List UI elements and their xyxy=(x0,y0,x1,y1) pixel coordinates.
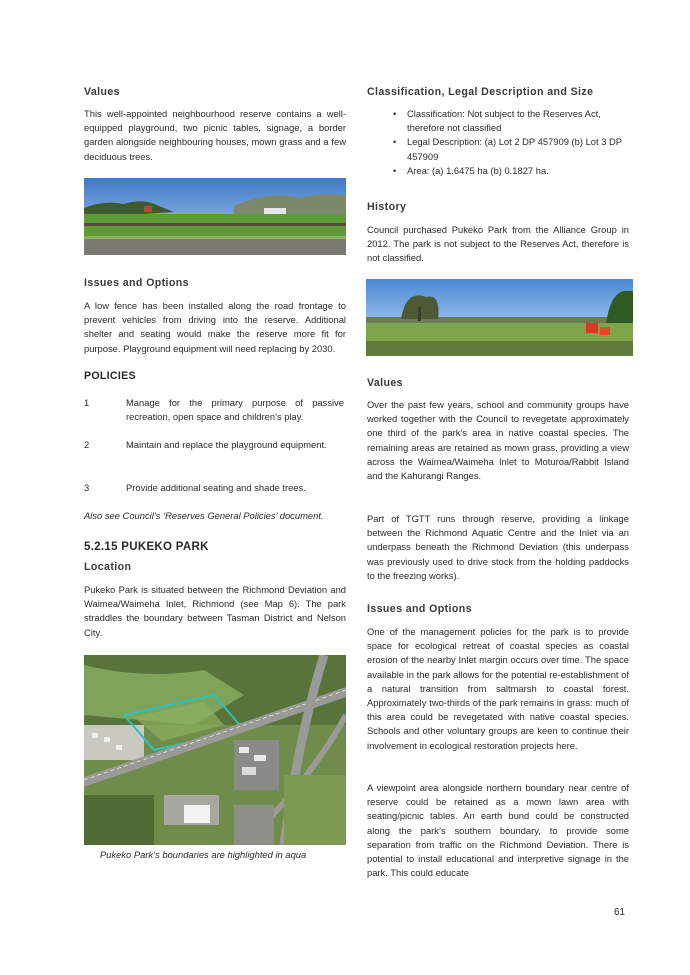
policy-number: 1 xyxy=(84,397,90,408)
issues-text-2: A viewpoint area alongside northern boundary near centre of reserve could be retained as a mown lawn area with seating/picnic tables. An earth bund could be constructed along the park’s southern boundary, to provide some separation from traffic on the Richmond Deviation. There is potential to install educational and interpretive signage in the park. This could educate xyxy=(367,782,629,879)
policy-number: 2 xyxy=(84,439,90,450)
values-text: This well-appointed neighbourhood reserve contains a well-equipped playground, two picnic tables, signage, a border garden alongside neighbouring houses, mown grass and a few deciduous trees. xyxy=(84,108,346,162)
values-heading: Values xyxy=(84,86,120,98)
policy-text: Provide additional seating and shade trees. xyxy=(126,482,306,493)
policy-text: Maintain and replace the playground equipment. xyxy=(126,439,327,450)
policy-item xyxy=(84,481,346,497)
location-heading: Location xyxy=(84,561,132,573)
history-text: Council purchased Pukeko Park from the Alliance Group in 2012. The park is not subject to the Reserves Act, therefore is not classified. xyxy=(367,224,629,264)
history-heading: History xyxy=(367,201,407,213)
pukeko-park-photo xyxy=(366,279,633,356)
issues-heading-left: Issues and Options xyxy=(84,277,189,289)
map-caption: Pukeko Park’s boundaries are highlighted in aqua xyxy=(100,849,307,860)
policy-item xyxy=(84,438,346,468)
values-text-1: Over the past few years, school and community groups have worked together with the Council to revegetate approximately one third of the park’s area in native coastal species. The remaining areas are retained as mown grass, providing a view across the Waimea/Waimeha Inlet to Moturoa/Rabbit Island and the Kahurangi Ranges. xyxy=(367,399,629,482)
classification-list xyxy=(367,107,629,178)
values-text-2: Part of TGTT runs through reserve, providing a linkage between the Richmond Aquatic Centre and the Inlet via an underpass beneath the Richmond Deviation (this underpass was previously used to drive stock from the holding paddocks to the freezing works). xyxy=(367,513,629,581)
neighbourhood-reserve-photo xyxy=(84,178,346,255)
also-see-note: Also see Council’s ‘Reserves General Policies’ document. xyxy=(84,510,324,521)
policy-text: Manage for the primary purpose of passive recreation, open space and children’s play. xyxy=(126,397,344,423)
pukeko-park-aerial-map xyxy=(84,655,346,845)
page-number: 61 xyxy=(614,907,626,918)
list-item: • Area: (a) 1.6475 ha (b) 0.1827 ha. xyxy=(367,164,629,178)
policy-item xyxy=(84,396,346,426)
location-text: Pukeko Park is situated between the Richmond Deviation and Waimea/Waimeha Inlet, Richmond (see Map 6). The park straddles the boundary between Tasman District and Nelson City. xyxy=(84,584,346,638)
section-heading: 5.2.15 PUKEKO PARK xyxy=(84,541,209,553)
values-heading-right: Values xyxy=(367,377,403,389)
policy-number: 3 xyxy=(84,482,90,493)
policies-heading: POLICIES xyxy=(84,370,136,382)
list-item: • Legal Description: (a) Lot 2 DP 457909 (b) Lot 3 DP 457909 xyxy=(367,135,629,163)
issues-text-1: One of the management policies for the park is to provide space for ecological retreat of coastal species as coastal erosion of the nearby Inlet margin occurs over time. The space available in the park allows for the potential re-establishment of a natural transition from saltmarsh to coastal forest. Approximately two-thirds of the park remains in grass: much of this area could be revegetated with native coastal species. Schools and other voluntary groups are keen to continue their involvement in ecological restoration projects here. xyxy=(367,626,629,751)
classification-heading: Classification, Legal Description and Size xyxy=(367,86,594,98)
issues-heading-right: Issues and Options xyxy=(367,603,472,615)
issues-text-left: A low fence has been installed along the road frontage to prevent vehicles from driving into the reserve. Additional shelter and seating would make the reserve more fit for purpose. Playground equipment will need replacing by 2030. xyxy=(84,300,346,354)
list-item: • Classification: Not subject to the Reserves Act, therefore not classified xyxy=(367,107,629,135)
